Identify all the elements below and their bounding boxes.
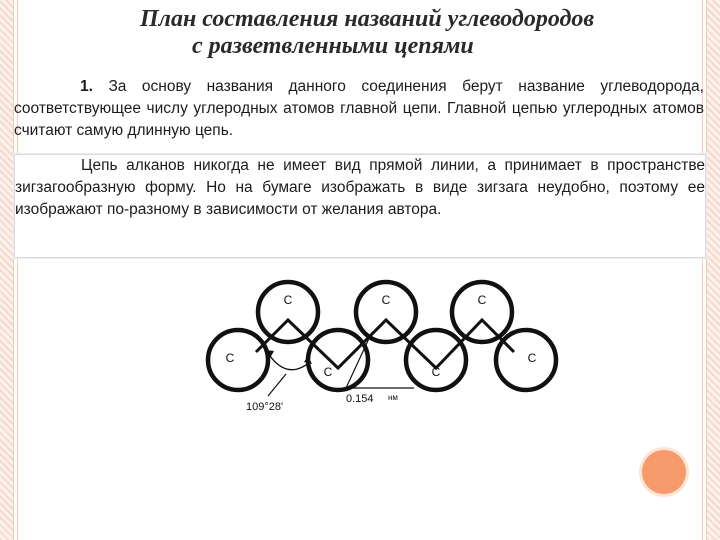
paragraph-1-text: За основу названия данного соединения берут название углеводорода, соответствующее числу углеродных атомов главной цепи. Главной цепью углеродных атомов считают самую длинную цепь. — [14, 78, 704, 139]
angle-leader-line — [268, 374, 286, 396]
slide-title-line-1: План составления названий углеводородов — [140, 6, 595, 32]
carbon-atom-7 — [496, 330, 556, 390]
carbon-atom-4 — [356, 282, 416, 342]
angle-label: 109°28' — [246, 401, 284, 413]
paragraph-1-number: 1. — [80, 78, 93, 95]
paragraph-1 — [14, 76, 704, 146]
slide-title-line-2: с разветвленными цепями — [192, 33, 474, 59]
carbon-atom-6 — [452, 282, 512, 342]
bond-length-unit: нм — [388, 393, 398, 402]
atom-label-4: C — [381, 293, 391, 307]
paragraph-2-text: Цепь алканов никогда не имеет вид прямой линии, а принимает в пространстве зигзагообразную форму. Но на бумаге изображать в виде зигзага неудобно, поэтому ее изображают по-разному в зависимости от желания автора. — [15, 157, 705, 218]
atom-label-3: C — [323, 365, 333, 379]
atom-label-1: C — [225, 351, 235, 365]
bond-length-value: 0.154 — [346, 393, 374, 405]
carbon-atom-2 — [258, 282, 318, 342]
carbon-zigzag-diagram — [196, 272, 576, 432]
carbon-atom-5 — [406, 330, 466, 390]
paragraph-2 — [14, 154, 706, 258]
atom-label-6: C — [477, 293, 487, 307]
left-border-decoration — [0, 0, 14, 540]
atom-label-5: C — [431, 365, 441, 379]
right-border-decoration — [706, 0, 720, 540]
carbon-atom-1 — [208, 330, 268, 390]
atom-label-2: C — [283, 293, 293, 307]
slide-title — [140, 6, 660, 60]
decorative-orange-dot — [642, 450, 686, 494]
atom-label-7: C — [527, 351, 537, 365]
angle-arc — [270, 356, 310, 370]
